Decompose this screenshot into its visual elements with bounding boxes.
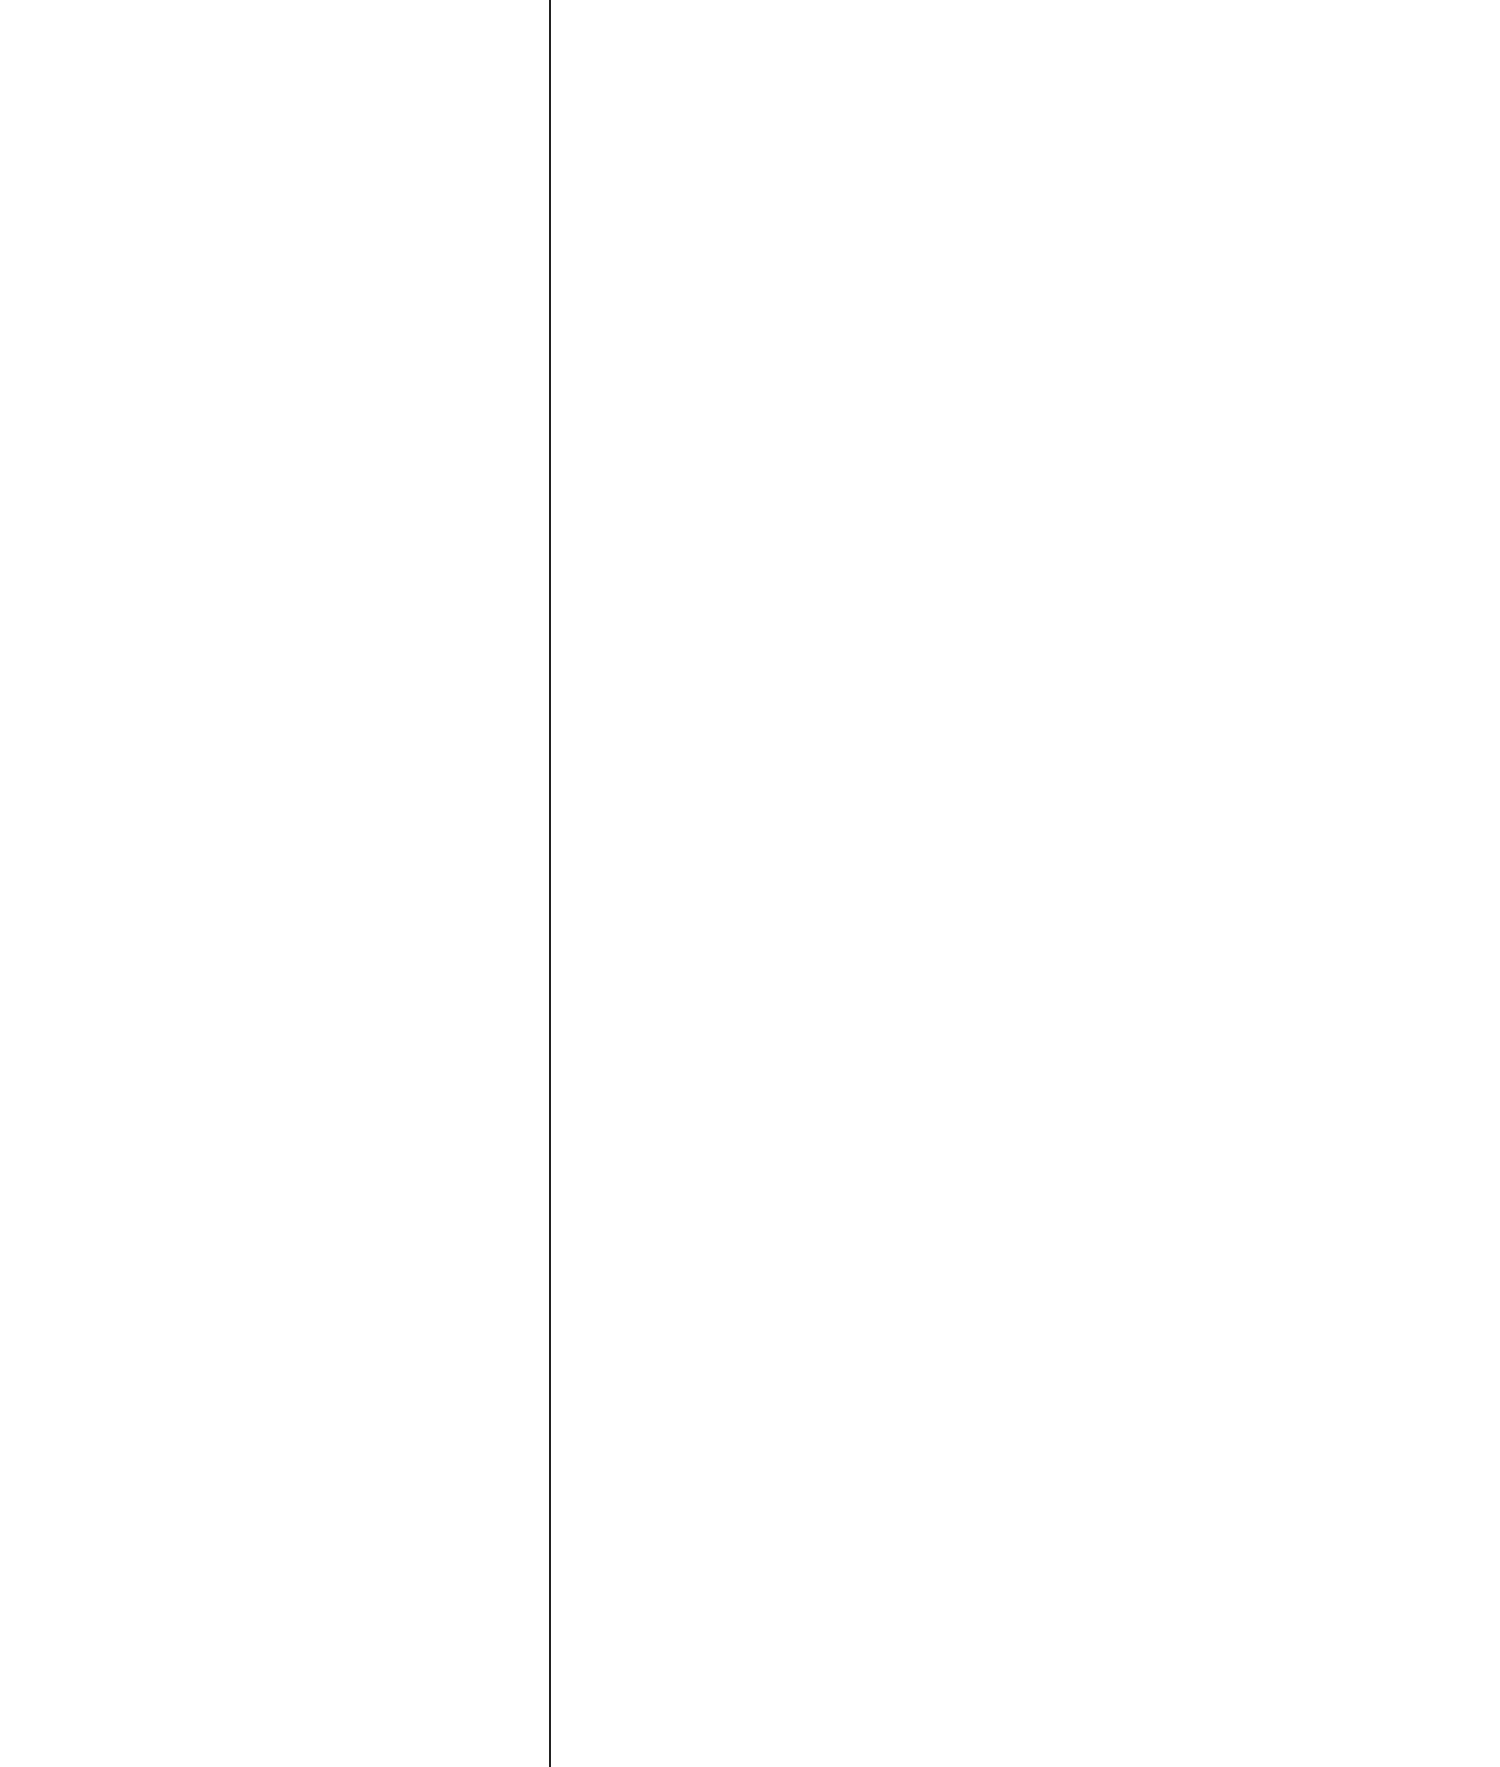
column-divider bbox=[549, 0, 551, 1767]
